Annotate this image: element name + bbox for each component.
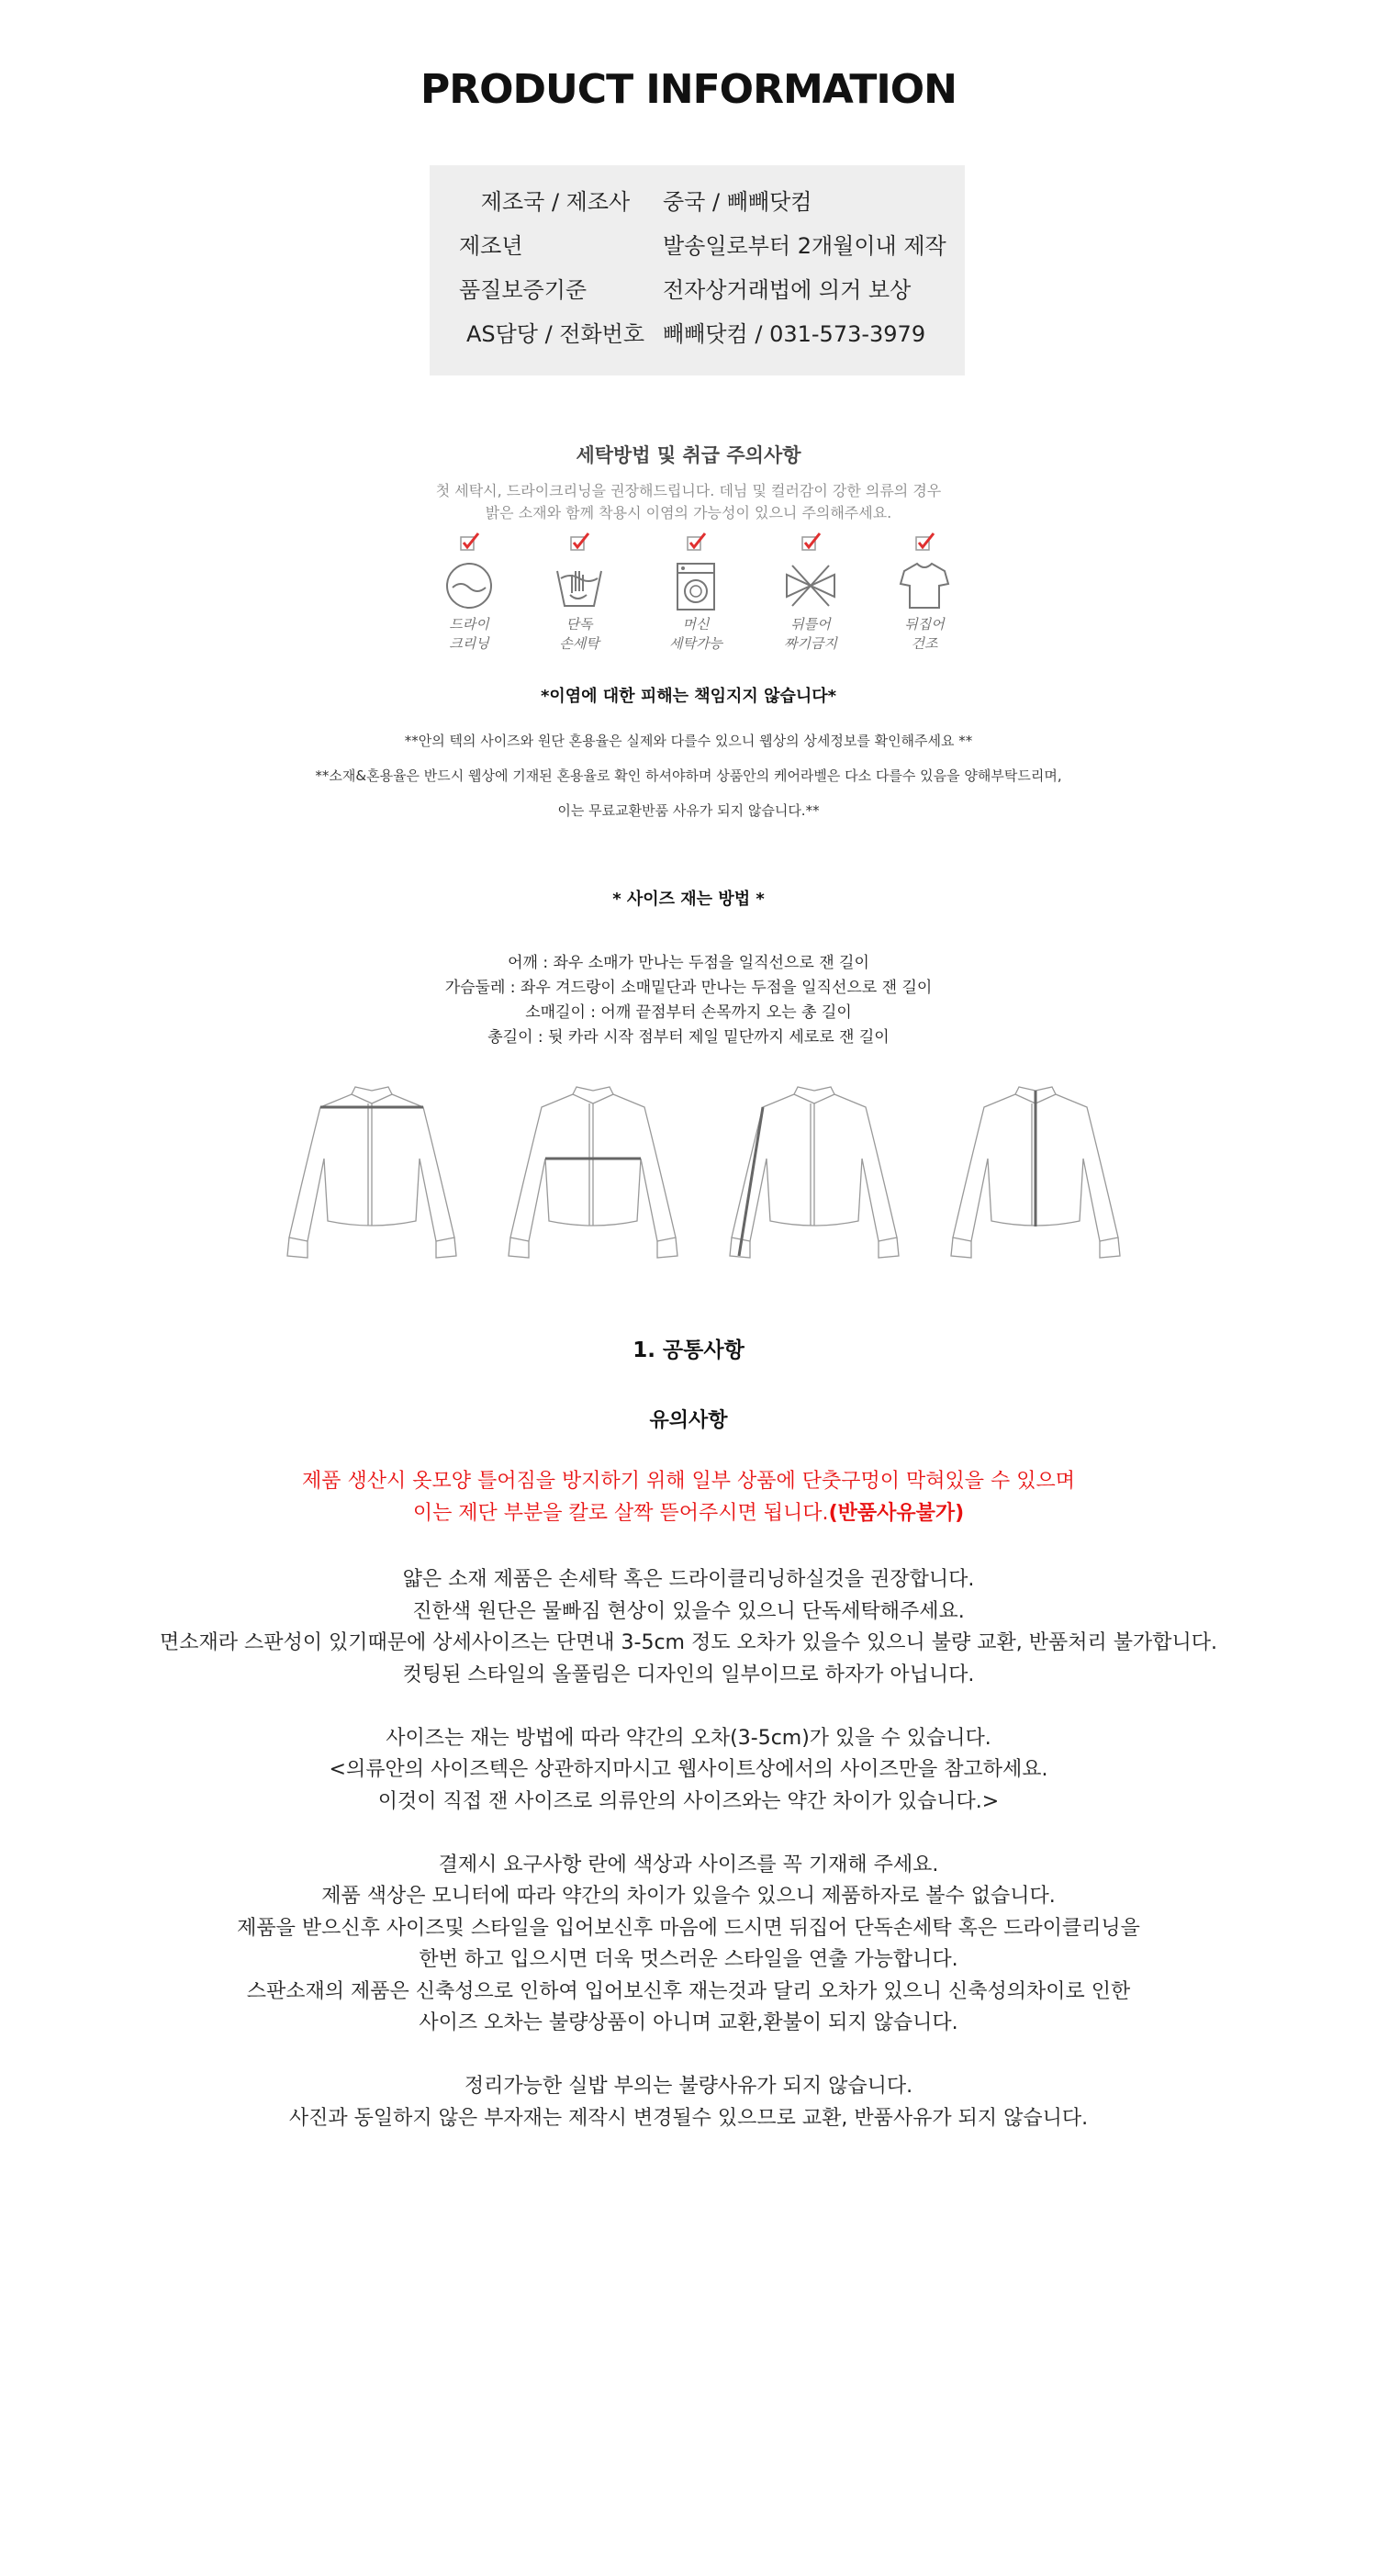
care-label: 크리닝 (449, 635, 489, 652)
info-label: AS담당 / 전화번호 (465, 321, 645, 347)
care-label: 건조 (911, 635, 938, 652)
care-label: 뒤집어 (904, 616, 945, 633)
care-label: 손세탁 (559, 635, 599, 652)
inside-out-dry-icon (897, 558, 952, 613)
care-item-inside-out-dry (888, 531, 961, 652)
info-value: 빼빼닷컴 / 031-573-3979 (663, 321, 926, 347)
care-label: 세탁가능 (669, 635, 722, 652)
no-return-notice: (반품사유불가) (828, 1502, 965, 1525)
notice-line: 이것이 직접 잰 사이즈로 의류안의 사이즈와는 약간 차이가 있습니다.> (377, 1789, 1000, 1813)
note-line: 이는 무료교환반품 사유가 되지 않습니다.** (557, 802, 820, 819)
note-line: **소재&혼용율은 반드시 웹상에 기재된 혼용율로 확인 하셔야하며 상품안의 케어라벨은 다소 다를수 있음을 양해부탁드리며, (315, 767, 1062, 784)
check-icon (566, 531, 592, 553)
info-row-warranty (430, 272, 965, 316)
info-label: 제조국 / 제조사 (480, 189, 631, 215)
no-wring-icon (783, 558, 838, 613)
red-notice-line: 제품 생산시 옷모양 틀어짐을 방지하기 위해 일부 상품에 단춧구멍이 막혀있을 수 있으며 (302, 1470, 1075, 1493)
common-section-title: 1. 공통사항 (633, 1338, 744, 1362)
info-row-as-contact (430, 316, 965, 360)
info-value: 발송일로부터 2개월이내 제작 (663, 233, 946, 259)
check-icon (912, 531, 937, 553)
notice-line: 스판소재의 제품은 신축성으로 인하여 입어보신후 재는것과 달리 오차가 있으니 신축성의차이로 인한 (246, 1979, 1131, 2003)
shirt-sleeve-diagram (722, 1083, 906, 1267)
page-title: PRODUCT INFORMATION (420, 66, 957, 113)
notice-line: 사진과 동일하지 않은 부자재는 제작시 변경될수 있으므로 교환, 반품사유가 되지 않습니다. (288, 2106, 1089, 2130)
product-info-table (430, 165, 965, 375)
care-label: 드라이 (449, 616, 489, 633)
notice-line: 진한색 원단은 물빠짐 현상이 있을수 있으니 단독세탁해주세요. (412, 1599, 965, 1623)
care-label: 뒤틀어 (790, 616, 831, 633)
care-item-no-wring (774, 531, 847, 652)
hand-wash-icon (552, 558, 607, 613)
care-description: 첫 세탁시, 드라이크리닝을 권장해드립니다. 데님 및 컬러감이 강한 의류의 경우 (435, 482, 942, 499)
shirt-length-diagram (944, 1083, 1127, 1267)
check-icon (798, 531, 823, 553)
care-item-dry-clean (432, 531, 506, 652)
washing-machine-icon (668, 558, 723, 613)
measure-title: * 사이즈 재는 방법 * (612, 890, 765, 909)
notice-line: 사이즈는 재는 방법에 따라 약간의 오차(3-5cm)가 있을 수 있습니다. (386, 1726, 991, 1750)
measure-line: 소매길이 : 어깨 끝점부터 손목까지 오는 총 길이 (525, 1003, 852, 1022)
care-label: 단독 (565, 616, 593, 633)
care-description: 밝은 소재와 함께 착용시 이염의 가능성이 있으니 주의해주세요. (485, 504, 892, 521)
notice-line: 한번 하고 입으시면 더욱 멋스러운 스타일을 연출 가능합니다. (419, 1948, 958, 1971)
caution-title: 유의사항 (649, 1409, 728, 1432)
notice-line: 제품을 받으신후 사이즈및 스타일을 입어보신후 마음에 드시면 뒤집어 단독손세탁 혹은 드라이클리닝을 (237, 1916, 1140, 1940)
care-item-hand-wash (543, 531, 616, 652)
info-value: 전자상거래법에 의거 보상 (663, 277, 912, 303)
notice-line: 제품 색상은 모니터에 따라 약간의 차이가 있을수 있으니 제품하자로 볼수 없습니다. (321, 1885, 1056, 1908)
shirt-chest-diagram (501, 1083, 685, 1267)
check-icon (683, 531, 709, 553)
dye-transfer-notice: *이염에 대한 피해는 책임지지 않습니다* (540, 687, 837, 706)
info-row-origin (430, 184, 965, 228)
info-label: 제조년 (459, 233, 523, 259)
dry-clean-icon (442, 558, 497, 613)
info-value: 중국 / 빼빼닷컴 (663, 189, 812, 215)
notice-line: 면소재라 스판성이 있기때문에 상세사이즈는 단면내 3-5cm 정도 오차가 있을수 있으니 불량 교환, 반품처리 불가합니다. (160, 1631, 1217, 1654)
shirt-shoulder-diagram (280, 1083, 464, 1267)
notice-line: <의류안의 사이즈텍은 상관하지마시고 웹사이트상에서의 사이즈만을 참고하세요. (329, 1758, 1048, 1781)
measure-line: 총길이 : 뒷 카라 시작 점부터 제일 밑단까지 세로로 잰 길이 (487, 1028, 890, 1047)
notice-line: 사이즈 오차는 불량상품이 아니며 교환,환불이 되지 않습니다. (419, 2011, 958, 2034)
care-label: 머신 (682, 616, 710, 633)
red-notice-text: 이는 제단 부분을 칼로 살짝 뜯어주시면 됩니다. (412, 1502, 829, 1525)
notice-line: 정리가능한 실밥 부의는 불량사유가 되지 않습니다. (464, 2075, 913, 2098)
care-title: 세탁방법 및 취급 주의사항 (576, 444, 801, 466)
check-icon (456, 531, 482, 553)
notice-line: 결제시 요구사항 란에 색상과 사이즈를 꼭 기재해 주세요. (438, 1853, 939, 1876)
note-line: **안의 텍의 사이즈와 원단 혼용율은 실제와 다를수 있으니 웹상의 상세정보를 확인해주세요 ** (404, 733, 973, 749)
notice-line: 얇은 소재 제품은 손세탁 혹은 드라이클리닝하실것을 권장합니다. (402, 1568, 975, 1591)
info-row-manufacture-date (430, 228, 965, 272)
care-item-machine-wash (659, 531, 733, 652)
care-label: 짜기금지 (784, 635, 837, 652)
info-label: 품질보증기준 (459, 277, 588, 303)
measure-line: 어깨 : 좌우 소매가 만나는 두점을 일직선으로 잰 길이 (508, 954, 869, 972)
measure-line: 가슴둘레 : 좌우 겨드랑이 소매밑단과 만나는 두점을 일직선으로 잰 길이 (444, 979, 933, 997)
notice-line: 컷팅된 스타일의 올풀림은 디자인의 일부이므로 하자가 아닙니다. (402, 1663, 975, 1686)
red-notice-line (0, 1497, 1377, 1526)
